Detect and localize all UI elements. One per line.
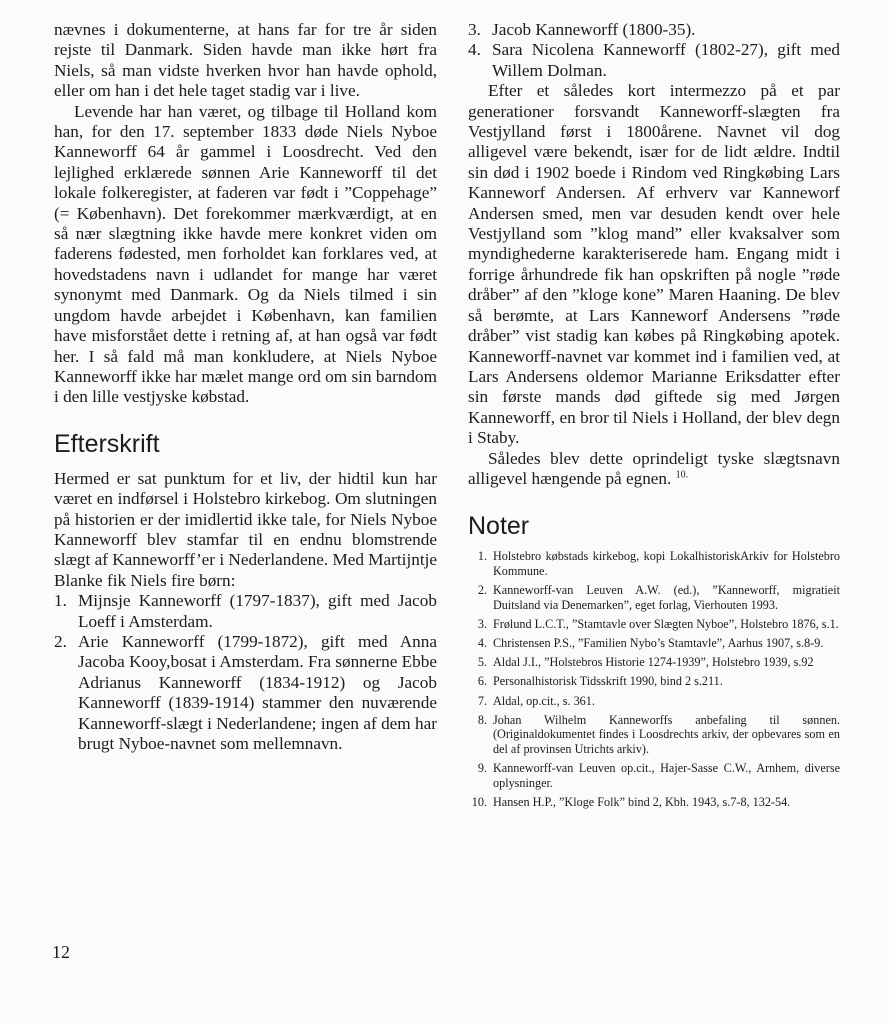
list-text: Jacob Kanneworff (1800-35).	[492, 20, 696, 39]
note-number: 4.	[477, 636, 487, 651]
page-number: 12	[52, 942, 70, 962]
note-text: Johan Wilhelm Kanneworffs anbefaling til sønnen.(Originaldokumentet findes i Loosdrechts arkiv, der opbevares som en del af provinsen Utrichts arkiv).	[493, 712, 840, 757]
list-item	[468, 40, 840, 81]
note-item	[468, 713, 840, 757]
conclusion-text: Således blev dette oprindeligt tyske slægtsnavn alligevel hængende på egnen.	[468, 448, 840, 488]
note-text: Holstebro købstads kirkebog, kopi LokalhistoriskArkiv for Holstebro Kommune.	[493, 549, 840, 578]
list-number: 1.	[54, 591, 67, 611]
note-text: Frølund L.C.T., ”Stamtavle over Slægten Nyboe”, Holstebro 1876, s.1.	[493, 616, 839, 631]
note-text: Christensen P.S., ”Familien Nybo’s Stamtavle”, Aarhus 1907, s.8-9.	[493, 636, 824, 651]
note-item	[468, 636, 840, 651]
heading-efterskrift: Efterskrift	[54, 429, 160, 458]
paragraph-niels-death: Levende har han været, og tilbage til Holland kom han, for den 17. september 1833 døde Niels Nyboe Kanneworff 64 år gammel i Loosdrecht. Ved den lejlighed erklærede sønnen Arie Kanneworff til det lokale folkeregister, at faderen var født i ”Coppehage” (= København). Det forekommer mærkværdigt, at en så nær slægtning ikke havde mere konkret viden om faderens fødested, men forholdet kan forklares ved, at hovedstadens navn i udlandet for mange har været synonymt med Danmark. Og da Niels tilmed i sin ungdom havde arbejdet i København, kan familien have misforstået dette i retning af, at han også var født her. I så fald må man konkludere, at Niels Nyboe Kanneworff ikke har mælet mange ord om sin barndom i den lille vestjyske købstad.	[54, 101, 437, 407]
list-text: Arie Kanneworff (1799-1872), gift med Anna Jacoba Kooy,bosat i Amsterdam. Fra sønnerne Ebbe Adrianus Kanneworff (1834-1912) og Jacob Kanneworff (1839-1914) stammer den nuværende Kanneworff-slægt i Nederlandene; ingen af dem har brugt Nyboe-navnet som mellemnavn.	[78, 631, 437, 753]
right-column	[468, 20, 840, 814]
note-item	[468, 617, 840, 632]
paragraph-continued: nævnes i dokumenterne, at hans far for tre år siden rejste til Danmark. Siden havde man ikke hørt fra Niels, så man vidste hverken hvor han havde ophold, eller om han i det hele taget stadig var i live.	[54, 20, 437, 101]
note-item	[468, 655, 840, 670]
heading-noter: Noter	[468, 512, 530, 541]
note-text: Kanneworff-van Leuven op.cit., Hajer-Sasse C.W., Arnhem, diverse oplysninger.	[493, 761, 840, 790]
paragraph-kanneworff-vestjylland: Efter et således kort intermezzo på et par generationer forsvandt Kanneworff-slægten fra Vestjylland først i 1800årene. Navnet vil dog alligevel være bekendt, især for de lidt ældre. Indtil sin død i 1902 boede i Rindom ved Ringkøbing Lars Kanneworf Andersen. Af erhverv var Kanneworf Andersen smed, men var desuden kendt over hele Vestjylland som ”klog mand” eller kvaksalver som myndighederne karakteriserede ham. Engang midt i forrige århundrede fik han opskriften på nogle ”røde dråber” af den ”kloge kone” Maren Haaning. De blev så berømte, at Lars Kanneworf Andersens ”røde dråber” vist stadig kan købes på Ringkøbing apotek. Kanneworff-navnet var kommet ind i familien ved, at Lars Andersens oldemor Marianne Eriksdatter efter sin første mands død giftede sig med Jørgen Kanneworff, en bror til Niels i Holland, der blev degn i Staby.	[468, 81, 840, 448]
note-item	[468, 694, 840, 709]
notes-list	[468, 549, 840, 809]
paragraph-conclusion	[468, 449, 840, 490]
list-number: 3.	[468, 20, 481, 39]
note-number: 7.	[477, 693, 487, 708]
list-number: 4.	[468, 40, 481, 60]
paragraph-efterskrift: Hermed er sat punktum for et liv, der hidtil kun har været en indførsel i Holstebro kirkebog. Om slutningen på historien er der imidlertid ikke tale, for Niels Nyboe Kanneworff blev stamfar til en endnu blomstrende slægt af Kanneworff’er i Nederlandene. Med Martijntje Blanke fik Niels fire børn:	[54, 468, 437, 590]
list-text: Sara Nicolena Kanneworff (1802-27), gift med Willem Dolman.	[492, 40, 840, 80]
list-item	[54, 632, 437, 754]
note-text: Kanneworff-van Leuven A.W. (ed.), ”Kanneworff, migratieit Duitsland via Denemarken”, eget forlag, Vierhouten 1993.	[493, 583, 840, 612]
note-item	[468, 795, 840, 810]
note-number: 3.	[477, 616, 487, 631]
list-number: 2.	[54, 631, 67, 651]
list-text: Mijnsje Kanneworff (1797-1837), gift med Jacob Loeff i Amsterdam.	[78, 591, 437, 631]
note-item	[468, 549, 840, 578]
children-list-left	[54, 591, 437, 754]
note-number: 6.	[477, 674, 487, 689]
note-text: Aldal, op.cit., s. 361.	[493, 693, 595, 708]
note-number: 8.	[477, 712, 487, 727]
note-text: Aldal J.I., ”Holstebros Historie 1274-1939”, Holstebro 1939, s.92	[493, 655, 814, 670]
note-number: 10.	[471, 795, 487, 809]
note-item	[468, 761, 840, 790]
note-number: 1.	[477, 549, 487, 564]
left-column	[54, 20, 437, 754]
note-number: 5.	[477, 655, 487, 670]
note-number: 2.	[477, 583, 487, 598]
note-text: Hansen H.P., ”Kloge Folk” bind 2, Kbh. 1943, s.7-8, 132-54.	[493, 795, 791, 809]
footnote-reference: 10.	[675, 469, 689, 481]
note-text: Personalhistorisk Tidsskrift 1990, bind 2 s.211.	[493, 674, 723, 689]
list-item	[468, 20, 840, 40]
note-number: 9.	[477, 761, 487, 776]
note-item	[468, 583, 840, 612]
list-item	[54, 591, 437, 632]
note-item	[468, 674, 840, 689]
children-list-right	[468, 20, 840, 81]
